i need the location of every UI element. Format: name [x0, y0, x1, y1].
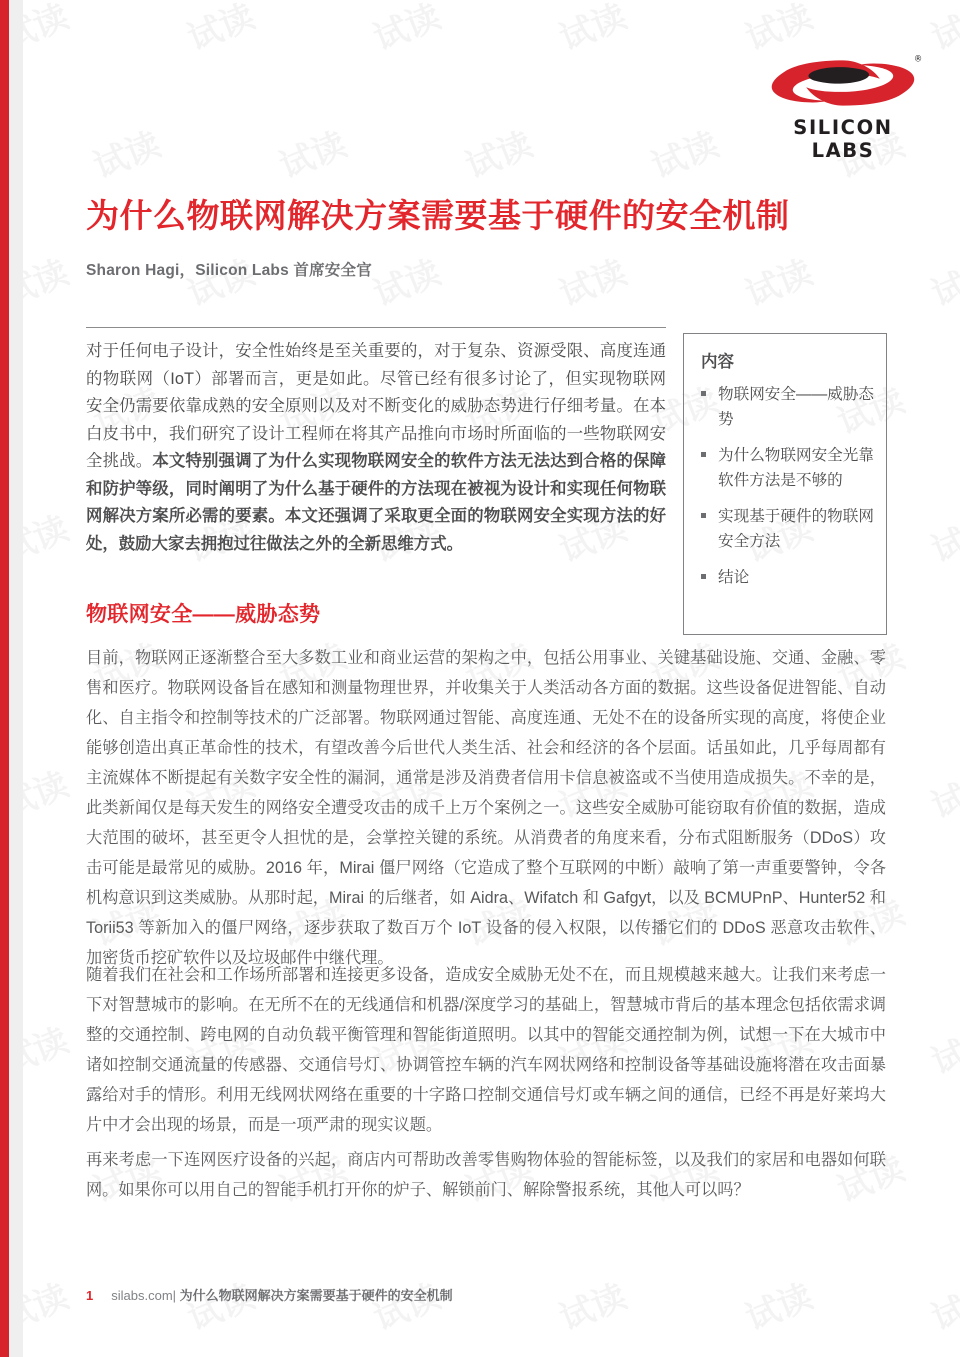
footer-title: 为什么物联网解决方案需要基于硬件的安全机制: [179, 1288, 453, 1303]
section-heading: 物联网安全——威胁态势: [86, 603, 321, 626]
brand-wordmark: SILICON LABS: [793, 116, 893, 162]
footer-separator: |: [172, 1288, 177, 1303]
contents-box: [683, 333, 887, 635]
bullet-square-icon: [701, 574, 706, 579]
contents-item[interactable]: [700, 565, 876, 590]
contents-item-label: 实现基于硬件的物联网安全方法: [718, 508, 874, 550]
contents-item[interactable]: [700, 382, 876, 432]
contents-item-label: 结论: [718, 569, 750, 586]
body-paragraph: 随着我们在社会和工作场所部署和连接更多设备，造成安全威胁无处不在，而且规模越来越大。让我们来考虑一下对智慧城市的影响。在无所不在的无线通信和机器/深度学习的基础上，智慧城市背后的基本理念包括依需求调整的交通控制、跨电网的自动负载平衡管理和智能街道照明。以其中的智能交通控制为例，试想一下在大城市中诸如控制交通流量的传感器、交通信号灯、协调管控车辆的汽车网状网络和控制设备等基础设施将潜在攻击面暴露给对手的情形。利用无线网状网络在重要的十字路口控制交通信号灯或车辆之间的通信，已经不再是好莱坞大片中才会出现的场景，而是一项严肃的现实议题。: [86, 966, 886, 1134]
body-paragraph: 再来考虑一下连网医疗设备的兴起，商店内可帮助改善零售购物体验的智能标签，以及我们的家居和电器如何联网。如果你可以用自己的智能手机打开你的炉子、解锁前门、解除警报系统，其他人可以吗？: [86, 1151, 886, 1199]
contents-item[interactable]: [700, 443, 876, 493]
bullet-square-icon: [701, 391, 706, 396]
intro-emphasis-text: 本文特别强调了为什么实现物联网安全的软件方法无法达到合格的保障和防护等级，同时阐明了为什么基于硬件的方法现在被视为设计和实现任何物联网解决方案所必需的要素。本文还强调了采取更全面的物联网安全实现方法的好处，鼓励大家去拥抱过往做法之外的全新思维方式。: [86, 452, 667, 553]
silicon-labs-s-swoosh-logo: [762, 52, 924, 114]
intro-paragraph: [86, 338, 666, 558]
bullet-square-icon: [701, 452, 706, 457]
bullet-square-icon: [701, 513, 706, 518]
author-line: Sharon Hagi，Silicon Labs 首席安全官: [86, 262, 372, 279]
intro-divider: [86, 327, 666, 328]
page-number: 1: [86, 1288, 94, 1303]
contents-item[interactable]: [700, 504, 876, 554]
contents-item-label: 物联网安全——威胁态势: [718, 386, 874, 428]
page-footer: [86, 1285, 453, 1304]
svg-text:®: ®: [913, 53, 923, 64]
contents-item-label: 为什么物联网安全光靠软件方法是不够的: [718, 447, 874, 489]
contents-list: [700, 382, 876, 601]
body-paragraph: 目前，物联网正逐渐整合至大多数工业和商业运营的架构之中，包括公用事业、关键基础设施、交通、金融、零售和医疗。物联网设备旨在感知和测量物理世界，并收集关于人类活动各方面的数据。这些设备促进智能、自动化、自主指令和控制等技术的广泛部署。物联网通过智能、高度连通、无处不在的设备所实现的高度，将使企业能够创造出真正革命性的技术，有望改善今后世代人类生活、社会和经济的各个层面。话虽如此，几乎每周都有主流媒体不断提起有关数字安全性的漏洞，通常是涉及消费者信用卡信息被盗或不当使用造成损失。不幸的是，此类新闻仅是每天发生的网络安全遭受攻击的成千上万个案例之一。这些安全威胁可能窃取有价值的数据，造成大范围的破坏，甚至更令人担忧的是，会掌控关键的系统。从消费者的角度来看，分布式阻断服务（DDoS）攻击可能是最常见的威胁。2016 年，Mirai 僵尸网络（它造成了整个互联网的中断）敲响了第一声重要警钟，令各机构意识到这类威胁。从那时起，Mirai 的后继者，如 Aidra、Wifatch 和 Gafgyt，以及 BCMUPnP、Hunter52 和 Torii53 等新加入的僵尸网络，逐步获取了数百万个 IoT 设备的侵入权限，以传播它们的 DDoS 恶意攻击软件、加密货币挖矿软件以及垃圾邮件中继代理。: [86, 649, 886, 967]
contents-heading: 内容: [701, 353, 734, 371]
footer-site: silabs.com: [111, 1288, 173, 1303]
brand-logo: [762, 52, 924, 162]
intro-lead-text: 对于任何电子设计，安全性始终是至关重要的，对于复杂、资源受限、高度连通的物联网（IoT）部署而言，更是如此。尽管已经有很多讨论了，但实现物联网安全仍需要依靠成熟的安全原则以及对不断变化的威胁态势进行仔细考量。在本白皮书中，我们研究了设计工程师在将其产品推向市场时所面临的一些物联网安全挑战。: [86, 342, 666, 470]
page-title: 为什么物联网解决方案需要基于硬件的安全机制: [86, 197, 790, 234]
